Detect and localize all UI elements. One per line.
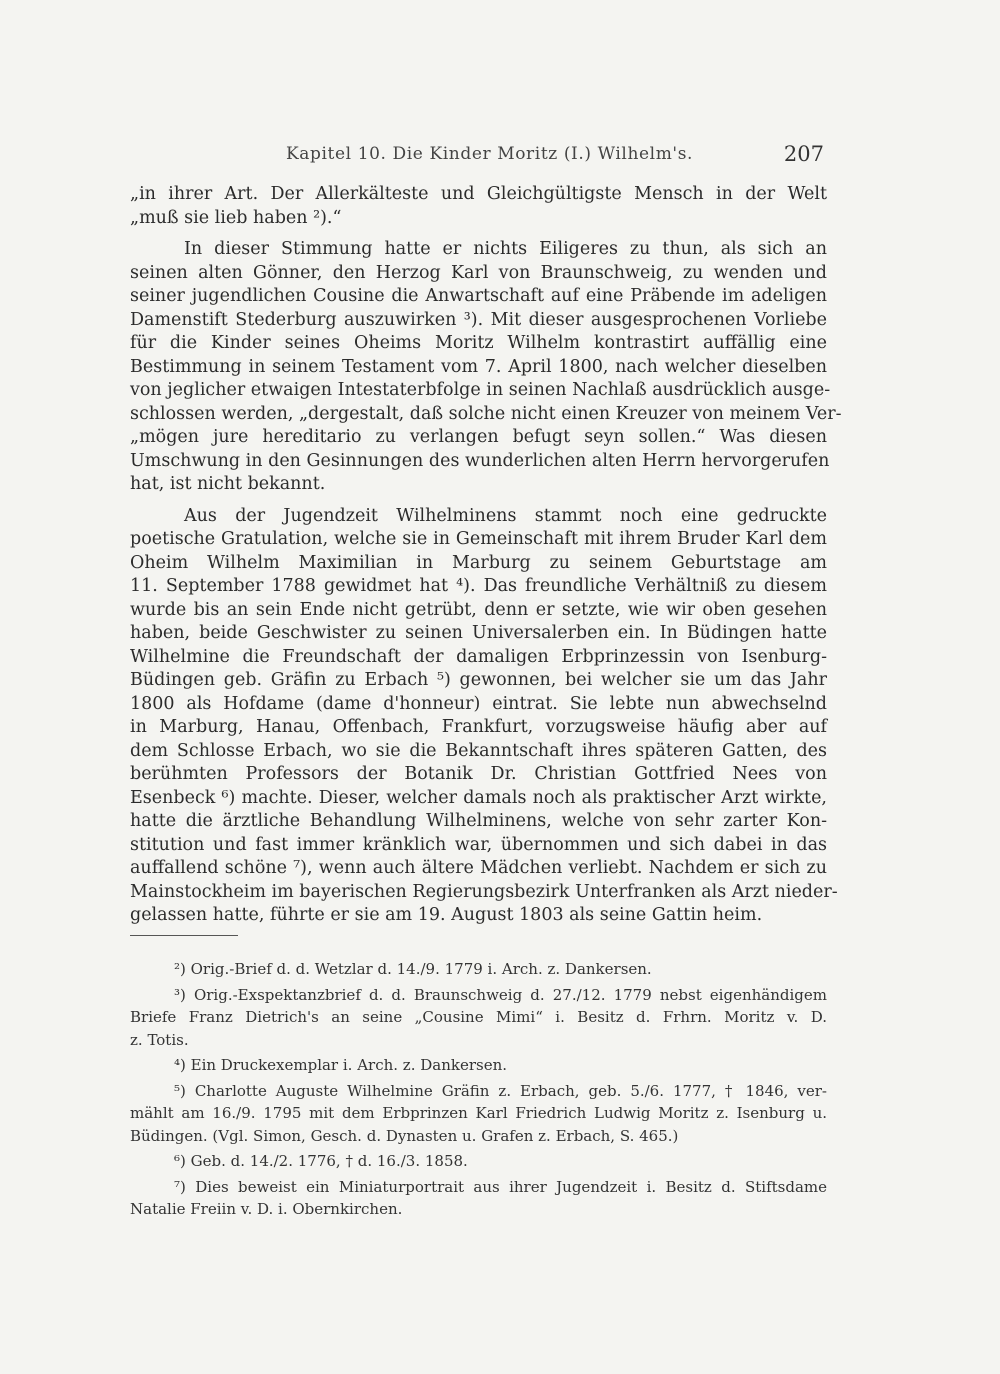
text-line: auffallend schöne ⁷), wenn auch ältere Mädchen verliebt. Nachdem er sich zu: [130, 858, 827, 878]
footnote-divider: [130, 935, 238, 936]
footnote-line: ²) Orig.-Brief d. d. Wetzlar d. 14./9. 1779 i. Arch. z. Dankersen.: [174, 960, 652, 978]
text-line: für die Kinder seines Oheims Moritz Wilhelm kontrastirt auffällig eine: [130, 333, 827, 353]
footnote-line: ⁴) Ein Druckexemplar i. Arch. z. Dankersen.: [174, 1056, 508, 1074]
text-line: Oheim Wilhelm Maximilian in Marburg zu seinem Geburtstage am: [130, 552, 827, 573]
text-line: haben, beide Geschwister zu seinen Universalerben ein. In Büdingen hatte: [130, 623, 827, 643]
footnote-line: Briefe Franz Dietrich's an seine „Cousine Mimi“ i. Besitz d. Frhrn. Moritz v. D.: [130, 1008, 827, 1026]
footnote: [130, 984, 827, 1052]
paragraph: [130, 183, 827, 230]
text-line: 1800 als Hofdame (dame d'honneur) eintrat. Sie lebte nun abwechselnd: [130, 693, 827, 714]
text-line: seinen alten Gönner, den Herzog Karl von Braunschweig, zu wenden und: [130, 262, 827, 283]
footnote-line: Natalie Freiin v. D. i. Obernkirchen.: [130, 1200, 403, 1218]
text-line: gelassen hatte, führte er sie am 19. August 1803 als seine Gattin heim.: [130, 905, 763, 925]
text-line: „mögen jure hereditario zu verlangen befugt seyn sollen.“ Was diesen: [130, 427, 827, 447]
footnote-line: Büdingen. (Vgl. Simon, Gesch. d. Dynasten u. Grafen z. Erbach, S. 465.): [130, 1126, 679, 1145]
paragraph: [130, 505, 838, 928]
page-number: 207: [783, 142, 824, 166]
footnote: [130, 1080, 827, 1148]
footnote-line: mählt am 16./9. 1795 mit dem Erbprinzen Karl Friedrich Ludwig Moritz z. Isenburg u.: [130, 1104, 827, 1122]
footnote: [130, 1176, 827, 1221]
page-header: [130, 144, 824, 174]
running-title: Kapitel 10. Die Kinder Moritz (I.) Wilhelm's.: [286, 144, 694, 164]
footnote-line: ⁶) Geb. d. 14./2. 1776, † d. 16./3. 1858.: [174, 1152, 468, 1170]
footnotes: [130, 958, 827, 1224]
text-line: Büdingen geb. Gräfin zu Erbach ⁵) gewonnen, bei welcher sie um das Jahr: [130, 670, 827, 690]
footnote-line: ⁷) Dies beweist ein Miniaturportrait aus ihrer Jugendzeit i. Besitz d. Stiftsdame: [174, 1177, 827, 1196]
text-line: Mainstockheim im bayerischen Regierungsbezirk Unterfranken als Arzt nieder-: [130, 881, 838, 902]
main-text: [130, 183, 842, 928]
text-line: In dieser Stimmung hatte er nichts Eiligeres zu thun, als sich an: [184, 239, 827, 259]
text-line: Umschwung in den Gesinnungen des wunderlichen alten Herrn hervorgerufen: [130, 450, 830, 471]
paragraph: [130, 238, 842, 497]
footnote-line: ⁵) Charlotte Auguste Wilhelmine Gräfin z. Erbach, geb. 5./6. 1777, † 1846, ver-: [174, 1081, 827, 1100]
text-line: seiner jugendlichen Cousine die Anwartschaft auf eine Präbende im adeligen: [130, 286, 827, 306]
footnote: [130, 958, 827, 981]
footnote-line: ³) Orig.-Exspektanzbrief d. d. Braunschweig d. 27./12. 1779 nebst eigenhändigem: [174, 985, 827, 1004]
text-line: dem Schlosse Erbach, wo sie die Bekanntschaft ihres späteren Gatten, des: [130, 740, 827, 761]
text-line: 11. September 1788 gewidmet hat ⁴). Das freundliche Verhältniß zu diesem: [130, 576, 827, 596]
text-line: stitution und fast immer kränklich war, übernommen und sich dabei in das: [130, 834, 827, 855]
text-line: „muß sie lieb haben ²).“: [130, 207, 342, 228]
text-line: hatte die ärztliche Behandlung Wilhelminens, welche von sehr zarter Kon-: [130, 811, 827, 831]
text-line: hat, ist nicht bekannt.: [130, 474, 326, 494]
text-line: Aus der Jugendzeit Wilhelminens stammt noch eine gedruckte: [184, 505, 827, 526]
text-line: Bestimmung in seinem Testament vom 7. April 1800, nach welcher dieselben: [130, 356, 827, 377]
text-line: Wilhelmine die Freundschaft der damaligen Erbprinzessin von Isenburg-: [130, 646, 827, 667]
text-line: „in ihrer Art. Der Allerkälteste und Gleichgültigste Mensch in der Welt: [130, 184, 827, 204]
text-line: Esenbeck ⁶) machte. Dieser, welcher damals noch als praktischer Arzt wirkte,: [130, 787, 827, 808]
text-line: poetische Gratulation, welche sie in Gemeinschaft mit ihrem Bruder Karl dem: [130, 529, 827, 549]
text-line: Damenstift Stederburg auszuwirken ³). Mit dieser ausgesprochenen Vorliebe: [130, 309, 827, 330]
text-line: in Marburg, Hanau, Offenbach, Frankfurt, vorzugsweise häufig aber auf: [130, 717, 827, 737]
text-line: von jeglicher etwaigen Intestaterbfolge in seinen Nachlaß ausdrücklich ausge-: [130, 380, 831, 400]
footnote: [130, 1150, 827, 1173]
text-line: wurde bis an sein Ende nicht getrübt, denn er setzte, wie wir oben gesehen: [130, 599, 827, 620]
text-line: berühmten Professors der Botanik Dr. Christian Gottfried Nees von: [130, 764, 827, 784]
footnote-line: z. Totis.: [130, 1030, 189, 1049]
text-line: schlossen werden, „dergestalt, daß solche nicht einen Kreuzer von meinem Ver-: [130, 403, 842, 424]
footnote: [130, 1054, 827, 1077]
